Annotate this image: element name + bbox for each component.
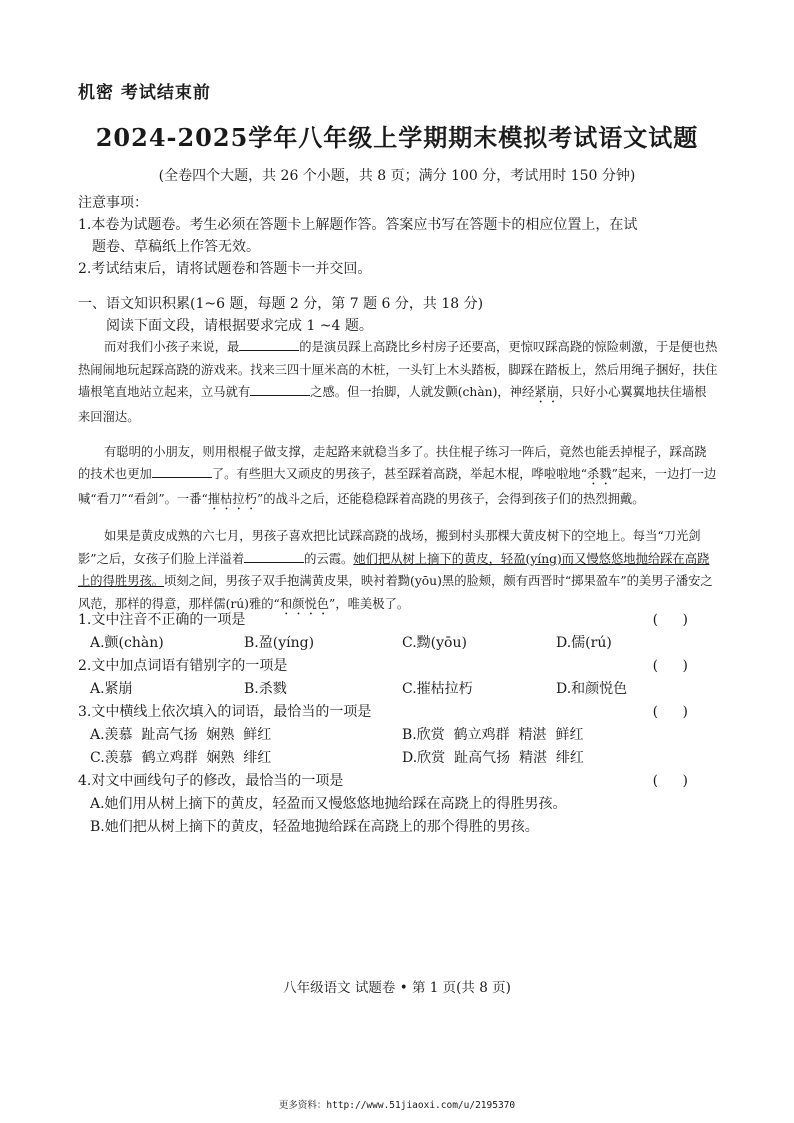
option-c: C.摧枯拉朽 [402, 681, 473, 697]
answer-paren: ( ) [652, 773, 698, 789]
question-3-options-ab [78, 724, 718, 747]
exam-subtitle: (全卷四个大题，共 26 个小题，共 8 页；满分 100 分，考试用时 150 分钟) [158, 168, 636, 184]
option-a: A.颤(chàn) [90, 635, 164, 651]
option-a: A.羡慕 趾高气扬 娴熟 鲜红 [90, 727, 272, 743]
question-1-options [78, 632, 718, 655]
option-d: D.和颜悦色 [556, 681, 628, 697]
dotted-word: 和颜悦色 [279, 596, 330, 611]
fill-blank [250, 383, 310, 396]
option-b: B.杀戮 [244, 681, 287, 697]
question-list [78, 609, 718, 839]
question-1: 1.文中注音不正确的一项是 ( ) [78, 609, 718, 632]
option-c: C.羡慕 鹤立鸡群 娴熟 绯红 [90, 750, 272, 766]
question-3: 3.文中横线上依次填入的词语，最恰当的一项是 ( ) [78, 701, 718, 724]
option-d: D.欣赏 趾高气扬 精湛 绯红 [402, 750, 584, 766]
section-1 [78, 293, 718, 337]
option-c: C.黝(yōu) [402, 635, 467, 651]
underlined-sentence: 她们把从树上摘下的黄皮，轻盈(yíng)而又慢悠悠地抛给踩在高跷上的得胜男孩。 [78, 551, 710, 588]
section-instruction: 阅读下面文段，请根据要求完成 1 ~4 题。 [106, 318, 373, 334]
page-footer: 八年级语文 试题卷 • 第 1 页(共 8 页) [283, 980, 511, 996]
answer-paren: ( ) [652, 658, 698, 674]
question-2-options [78, 678, 718, 701]
answer-paren: ( ) [652, 612, 698, 628]
question-3-options-cd [78, 747, 718, 770]
question-4-option-a-row [78, 793, 718, 816]
passage-paragraph: 而对我们小孩子来说，最 的是演员踩上高跷比乡村房子还要高，更惊叹踩高跷的惊险刺激，于是便也热热闹闹地玩起踩高跷的游戏来。找来三四十厘米高的木桩，一头钉上木头踏板，脚踩在踏板上，然后用绳子捆好，扶住墙根笔直地站立起来，立马就有 之感。但一抬脚，人就发颤(chàn)，神经紧崩，只好小心翼翼地扶住墙根来回溜达。 [78, 340, 718, 424]
option-b: B.盈(yíng) [244, 635, 315, 651]
question-2: 2.文中加点词语有错别字的一项是 ( ) [78, 655, 718, 678]
question-4-option-b-row [78, 816, 718, 839]
notice-block [78, 192, 718, 280]
question-4: 4.对文中画线句子的修改，最恰当的一项是 ( ) [78, 770, 718, 793]
option-b: B.欣赏 鹤立鸡群 精湛 鲜红 [402, 727, 584, 743]
confidential-label: 机密 考试结束前 [78, 83, 211, 103]
option-a: A.她们用从树上摘下的黄皮，轻盈而又慢悠悠地抛给踩在高跷上的得胜男孩。 [90, 796, 567, 812]
option-a: A.紧崩 [90, 681, 133, 697]
notice-item-2: 2.考试结束后，请将试题卷和答题卡一并交回。 [78, 261, 372, 277]
page-title: 2024-2025学年八年级上学期期末模拟考试语文试题 [95, 123, 699, 152]
option-b: B.她们把从树上摘下的黄皮，轻盈地抛给踩在高跷上的那个得胜的男孩。 [90, 819, 539, 835]
fill-blank [244, 550, 304, 563]
fill-blank [239, 338, 299, 351]
notice-item-1: 1.本卷为试题卷。考生必须在答题卡上解题作答。答案应书写在答题卡的相应位置上，在试 [78, 217, 638, 233]
answer-paren: ( ) [652, 704, 698, 720]
dotted-word: 摧枯拉朽 [207, 492, 258, 506]
passage-paragraph: 如果是黄皮成熟的六七月，男孩子喜欢把比试踩高跷的战场，搬到村头那棵大黄皮树下的空地上。每当“刀光剑影”之后，女孩子们脸上洋溢着 的云霞。她们把从树上摘下的黄皮，轻盈(yíng)而又慢悠悠地抛给踩在高跷上的得胜男孩。顷刻之间，男孩子双手抱满黄皮果，映衬着黝(yōu)黑的脸颊，颇有西晋时“掷果盈车”的美男子潘安之风范，那样的得意，那样儒(rú)雅的“和颜悦色”，唯美极了。 [78, 529, 713, 611]
notice-heading: 注意事项： [78, 195, 148, 211]
section-heading: 一、语文知识积累(1~6 题，每题 2 分，第 7 题 6 分，共 18 分) [78, 296, 484, 312]
dotted-word: 紧崩 [534, 385, 559, 399]
reading-passage [78, 336, 718, 618]
notice-item-1-cont: 题卷、草稿纸上作答无效。 [92, 239, 260, 255]
fill-blank [152, 465, 212, 478]
passage-paragraph: 有聪明的小朋友，则用根棍子做支撑，走起路来就稳当多了。扶住棍子练习一阵后，竟然也能丢掉棍子，踩高跷的技术也更加 了。有些胆大又顽皮的男孩子，甚至踩着高跷，举起木棍，哗啦啦地“杀戮”起来，一边打一边喊“看刀”“看剑”。一番“摧枯拉朽”的战斗之后，还能稳稳踩着高跷的男孩子，会得到孩子们的热烈拥戴。 [78, 444, 717, 506]
dotted-word: 杀戮 [587, 467, 612, 481]
option-d: D.儒(rú) [556, 635, 612, 651]
source-link[interactable]: 更多资料：http://www.51jiaoxi.com/u/2195370 [278, 1100, 516, 1111]
